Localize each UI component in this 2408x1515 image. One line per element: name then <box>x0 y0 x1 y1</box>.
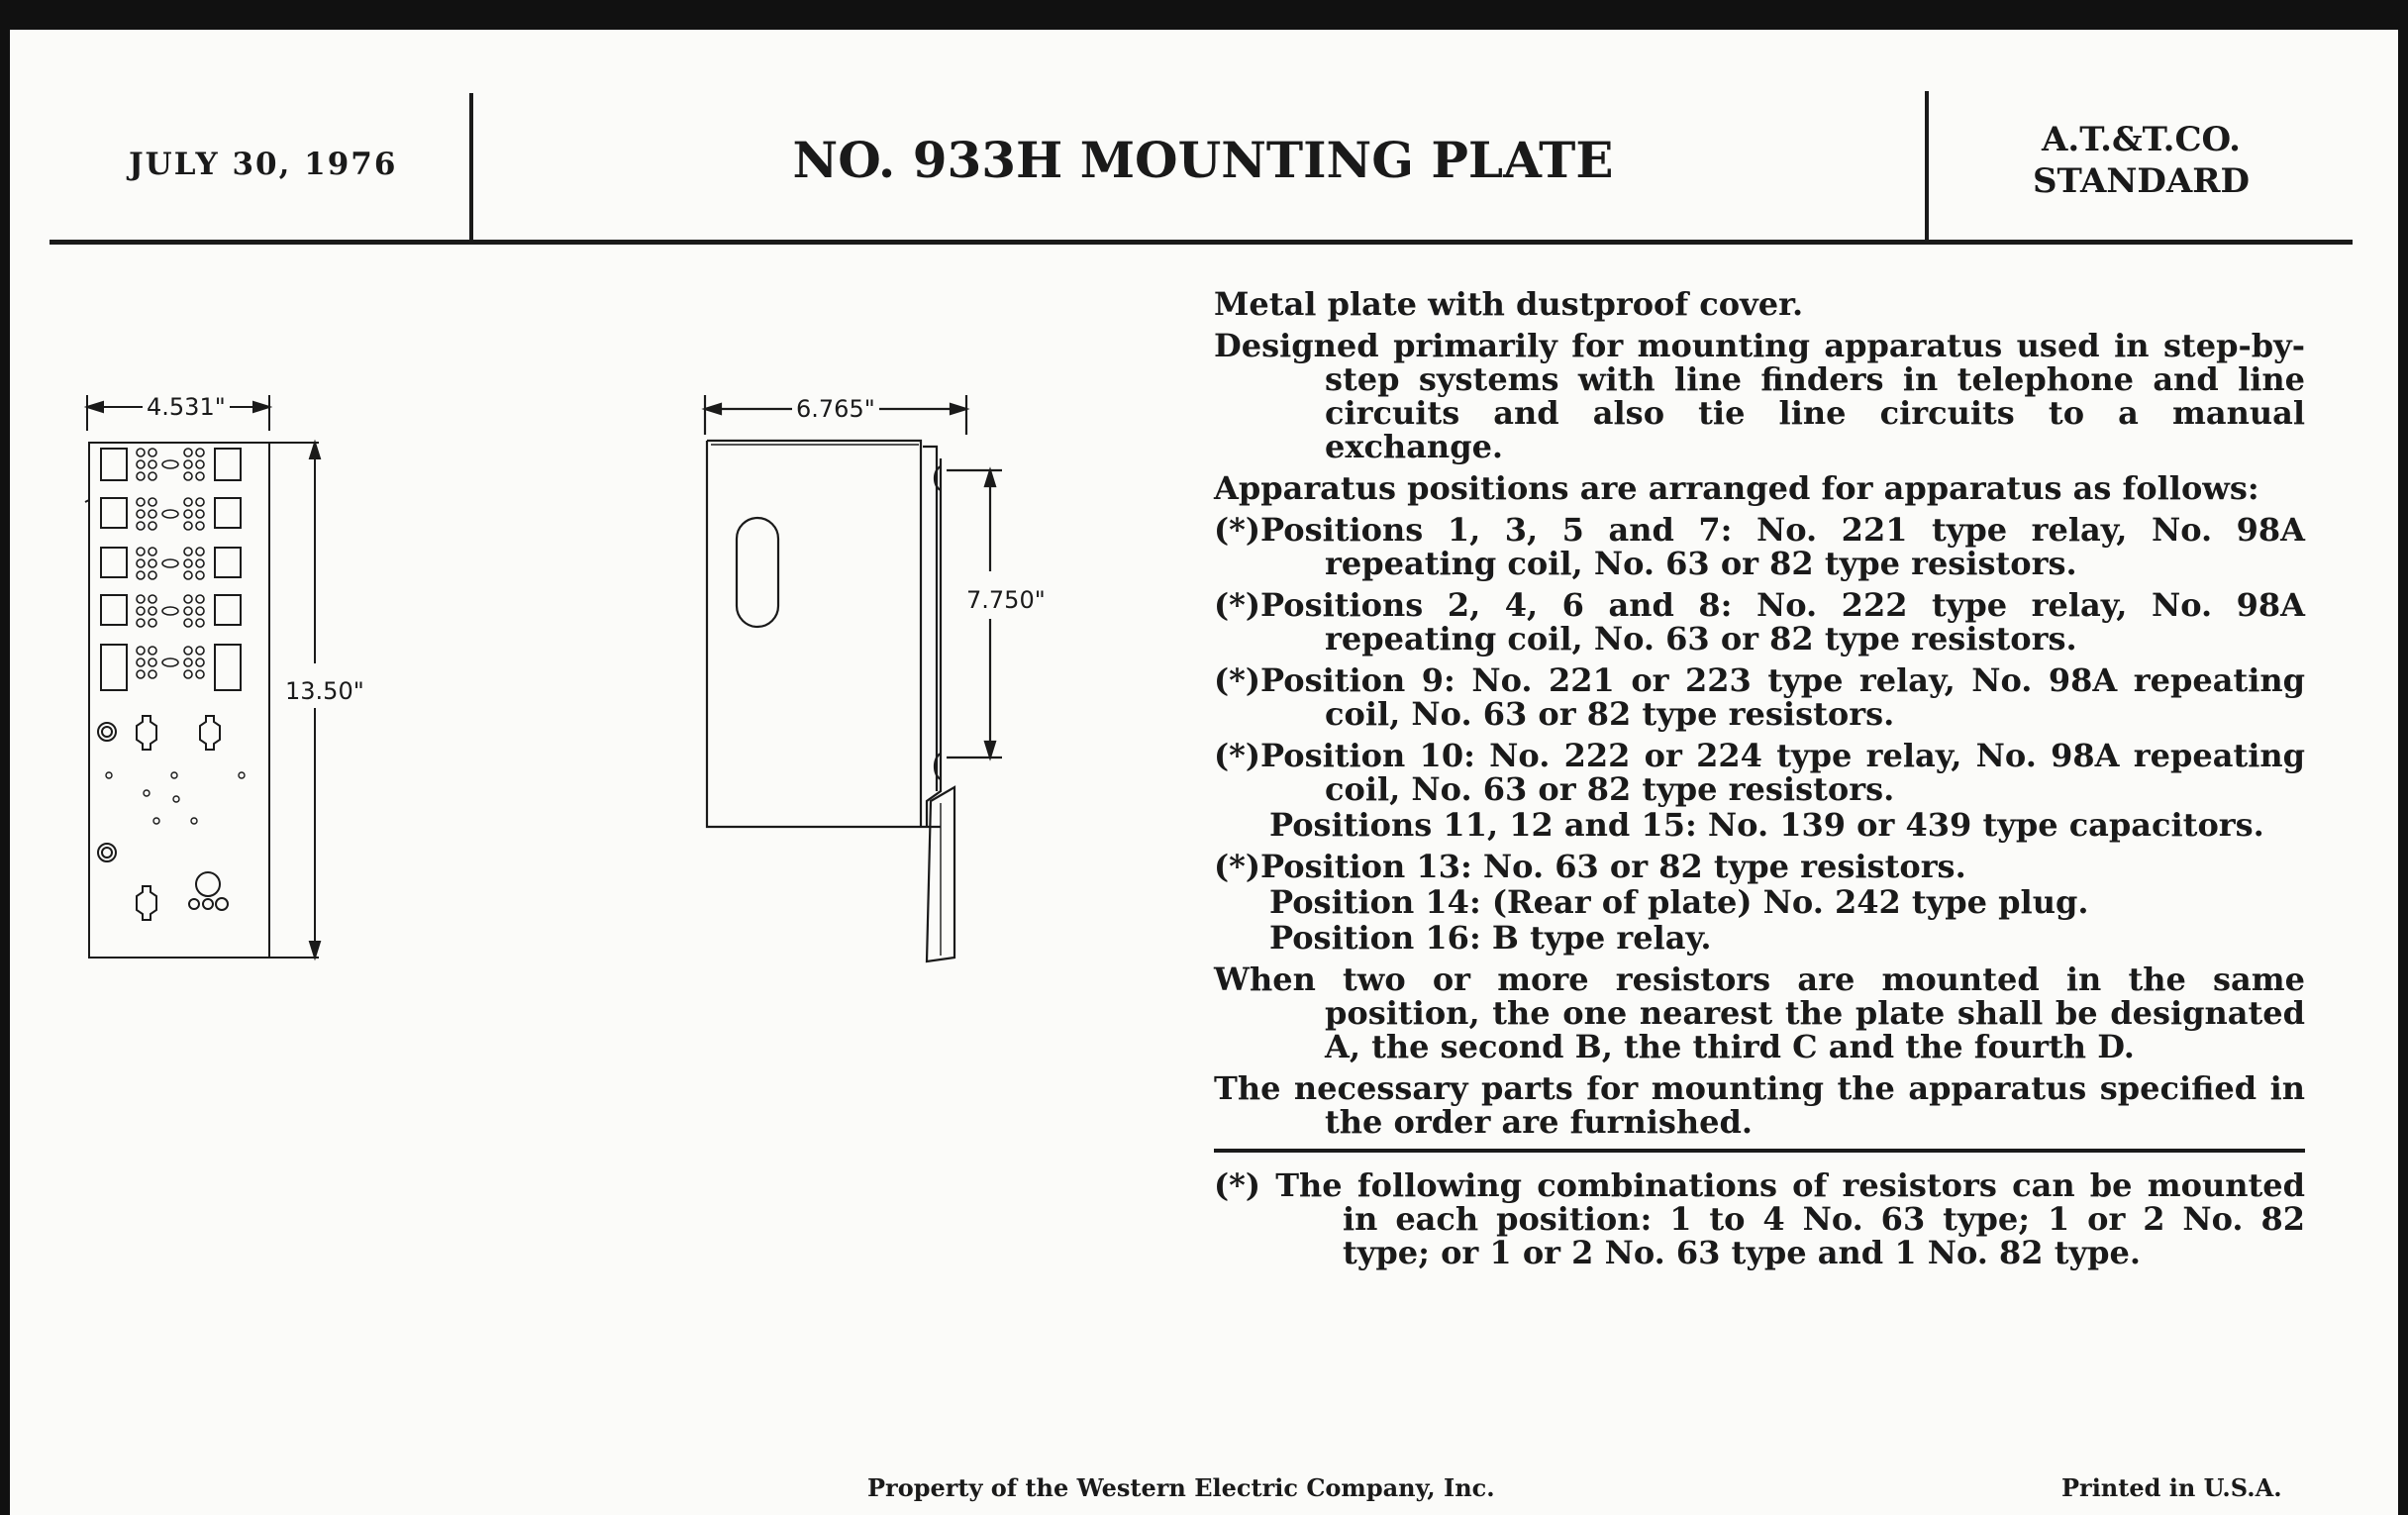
side-depth-label: 6.765" <box>792 395 879 423</box>
desc-position-item: Position 14: (Rear of plate) No. 242 type plug. <box>1269 883 2089 921</box>
standard-line-2: STANDARD <box>2032 161 2251 201</box>
header-rule <box>50 240 2353 245</box>
desc-position-item: (*)Position 13: No. 63 or 82 type resistors. <box>1214 848 1966 885</box>
desc-position-item: (*)Position 9: No. 221 or 223 type relay, No. 98A repeating coil, No. 63 or 82 type resistors. <box>1214 661 2305 733</box>
side-view-drawing <box>693 391 1020 975</box>
desc-position-item: Position 16: B type relay. <box>1269 919 1712 957</box>
desc-paragraph: Apparatus positions are arranged for apparatus as follows: <box>1214 469 2259 507</box>
desc-paragraph: Metal plate with dustproof cover. <box>1214 285 1804 323</box>
notes-divider <box>1214 1149 2305 1153</box>
standard-badge <box>1941 119 2342 202</box>
desc-paragraph: When two or more resistors are mounted in the same position, the one nearest the plate shall be designated A, the second B, the third C and the fourth D. <box>1214 960 2305 1065</box>
desc-position-item: (*)Positions 1, 3, 5 and 7: No. 221 type relay, No. 98A repeating coil, No. 63 or 82 type resistors. <box>1214 511 2305 582</box>
resistor-note: (*) The following combinations of resistors can be mounted in each position: 1 to 4 No. 63 type; 1 or 2 No. 82 type; or 1 or 2 No. 63 type and 1 No. 82 type. <box>1214 1166 2305 1271</box>
header-divider-left <box>469 93 473 242</box>
side-cover-height-label: 7.750" <box>966 586 1046 614</box>
desc-paragraph: Designed primarily for mounting apparatus used in step-by-step systems with line finders in telephone and line circuits and also tie line circuits to a manual exchange. <box>1214 327 2305 465</box>
header-divider-right <box>1925 91 1929 240</box>
desc-position-item: (*)Positions 2, 4, 6 and 8: No. 222 type relay, No. 98A repeating coil, No. 63 or 82 type resistors. <box>1214 586 2305 657</box>
desc-position-item: Positions 11, 12 and 15: No. 139 or 439 type capacitors. <box>1269 806 2264 844</box>
standard-line-1: A.T.&T.CO. <box>2042 120 2241 159</box>
footer-property: Property of the Western Electric Company, Inc. <box>867 1473 1495 1502</box>
page-title: NO. 933H MOUNTING PLATE <box>792 131 1614 189</box>
footer-printed: Printed in U.S.A. <box>2061 1473 2282 1502</box>
desc-paragraph: The necessary parts for mounting the apparatus specified in the order are furnished. <box>1214 1069 2305 1141</box>
front-width-label: 4.531" <box>143 393 230 421</box>
description-block <box>1214 287 2305 1277</box>
front-height-label: 13.50" <box>285 677 364 705</box>
header-date: JULY 30, 1976 <box>129 147 398 182</box>
desc-position-item: (*)Position 10: No. 222 or 224 type relay, No. 98A repeating coil, No. 63 or 82 type resistors. <box>1214 737 2305 808</box>
